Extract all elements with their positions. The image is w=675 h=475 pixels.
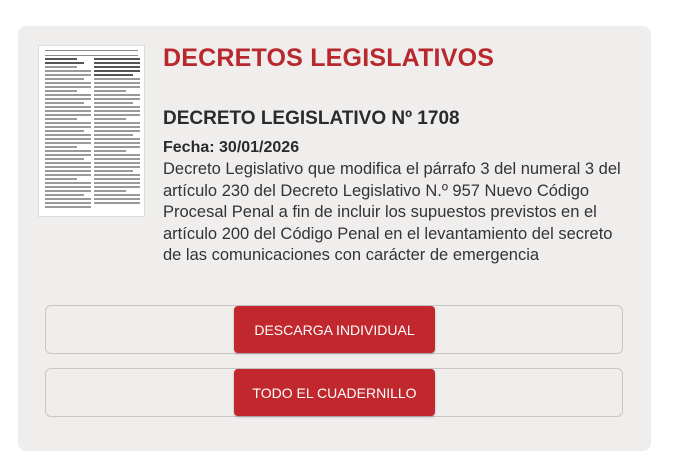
- decree-card: [18, 26, 651, 451]
- section-title: DECRETOS LEGISLATIVOS: [163, 44, 495, 72]
- individual-download-button[interactable]: DESCARGA INDIVIDUAL: [234, 306, 435, 353]
- decree-description: Decreto Legislativo que modifica el párrafo 3 del numeral 3 del artículo 230 del Decreto Legislativo N.º 957 Nuevo Código Procesal Penal a fin de incluir los supuestos previstos en el artículo 200 del Código Penal en el levantamiento del secreto de las comunicaciones con carácter de emergencia: [163, 160, 621, 264]
- document-thumbnail[interactable]: [38, 45, 145, 217]
- decree-date: Fecha: 30/01/2026: [163, 139, 300, 156]
- decree-title: DECRETO LEGISLATIVO Nº 1708: [163, 108, 460, 129]
- thumbnail-right-column: [94, 58, 140, 206]
- thumbnail-left-column: [45, 58, 91, 210]
- full-booklet-button[interactable]: TODO EL CUADERNILLO: [234, 369, 435, 416]
- full-booklet-row: [45, 368, 623, 417]
- individual-download-row: [45, 305, 623, 354]
- thumbnail-header-rule: [45, 50, 138, 56]
